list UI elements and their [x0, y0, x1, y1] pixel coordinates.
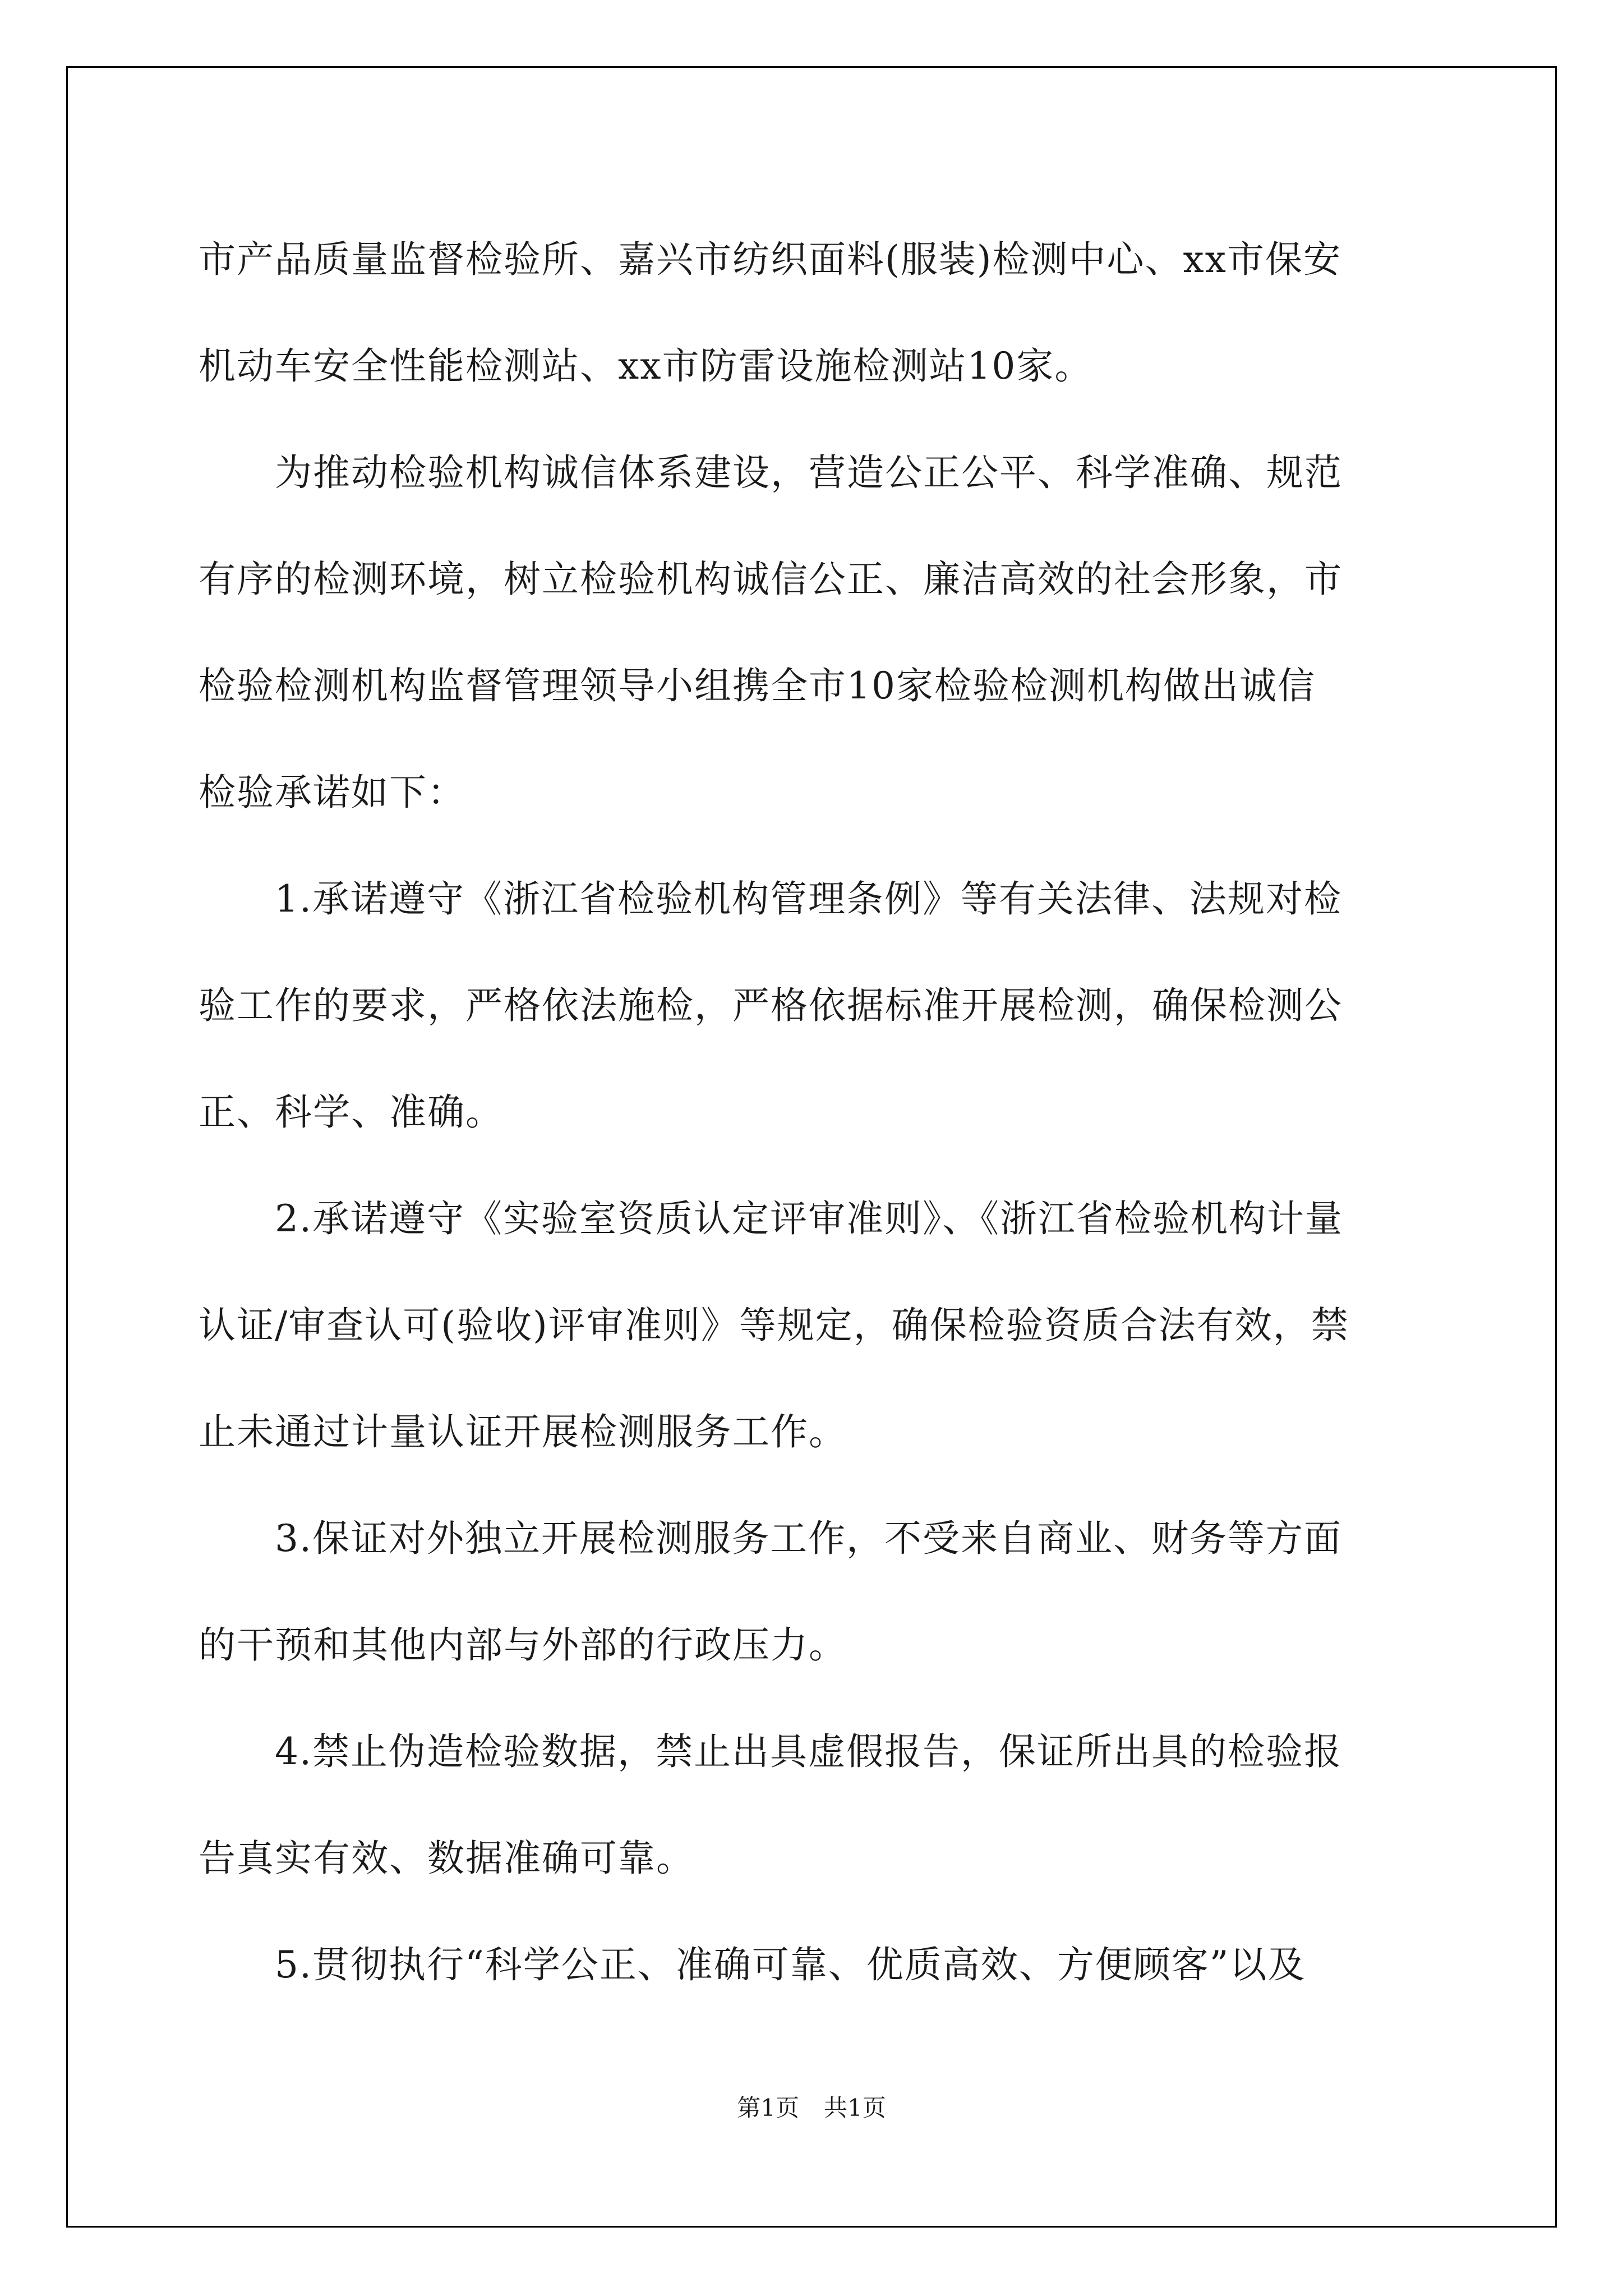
text-line: 市产品质量监督检验所、嘉兴市纺织面料(服装)检测中心、xx市保安	[199, 238, 1341, 281]
text-line: 3.保证对外独立开展检测服务工作，不受来自商业、财务等方面	[275, 1517, 1342, 1560]
text-line: 的干预和其他内部与外部的行政压力。	[199, 1623, 847, 1667]
text-line: 机动车安全性能检测站、xx市防雷设施检测站10家。	[199, 344, 1093, 388]
text-line: 为推动检验机构诚信体系建设，营造公正公平、科学准确、规范	[275, 451, 1343, 494]
document-body	[199, 206, 1427, 2018]
text-line: 正、科学、准确。	[199, 1091, 504, 1134]
page-number: 第1页	[737, 2094, 799, 2122]
text-line: 验工作的要求，严格依法施检，严格依据标准开展检测，确保检测公	[199, 984, 1343, 1027]
page-total: 共1页	[824, 2094, 886, 2122]
page-footer	[0, 2091, 1623, 2125]
text-line: 2.承诺遵守《实验室资质认定评审准则》、《浙江省检验机构计量	[275, 1197, 1343, 1240]
text-line: 止未通过计量认证开展检测服务工作。	[199, 1410, 847, 1453]
text-line: 1.承诺遵守《浙江省检验机构管理条例》等有关法律、法规对检	[275, 877, 1342, 921]
text-line: 认证/审查认可(验收)评审准则》等规定，确保检验资质合法有效，禁	[199, 1304, 1349, 1347]
text-line: 有序的检测环境，树立检验机构诚信公正、廉洁高效的社会形象，市	[199, 558, 1343, 601]
text-line: 5.贯彻执行“科学公正、准确可靠、优质高效、方便顾客”以及	[275, 1943, 1306, 1986]
text-line: 检验承诺如下：	[199, 771, 465, 814]
text-line: 检验检测机构监督管理领导小组携全市10家检验检测机构做出诚信	[199, 664, 1316, 707]
text-line: 告真实有效、数据准确可靠。	[199, 1837, 694, 1880]
text-line: 4.禁止伪造检验数据，禁止出具虚假报告，保证所出具的检验报	[275, 1730, 1342, 1773]
